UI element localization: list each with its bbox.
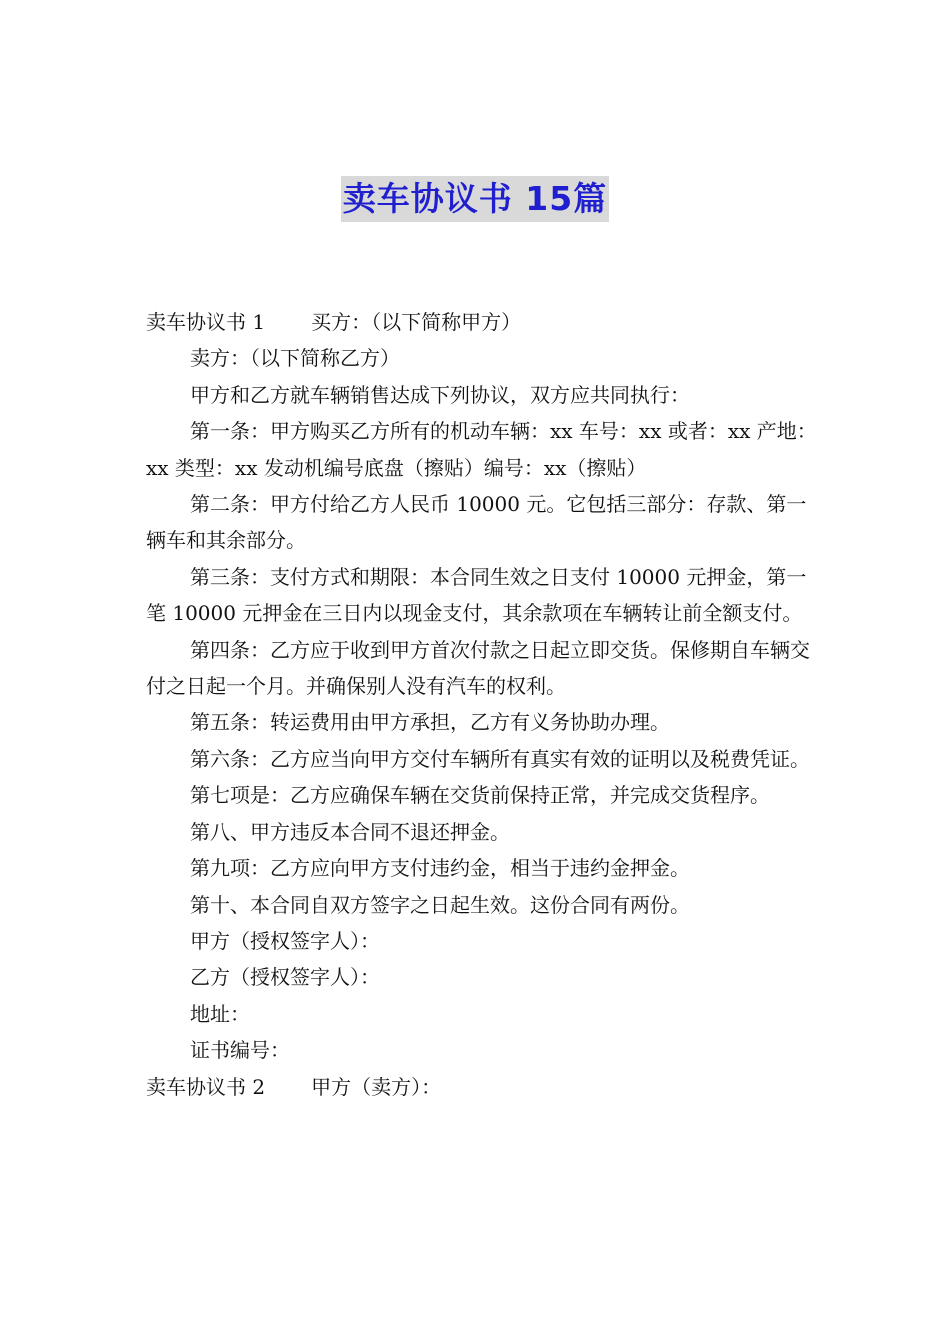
section-2-heading: 卖车协议书 2 [146, 1074, 266, 1099]
section-2-heading-line [146, 1069, 826, 1105]
document-body [146, 304, 826, 1105]
address-line: 地址： [190, 1001, 250, 1026]
section-2-party: 甲方（卖方）： [311, 1074, 442, 1099]
paragraph: 甲方和乙方就车辆销售达成下列协议，双方应共同执行： [190, 382, 690, 407]
certificate-number-line: 证书编号： [190, 1038, 290, 1063]
section-1-heading: 卖车协议书 1 [146, 310, 266, 334]
paragraph: 卖方：（以下简称乙方） [190, 346, 400, 371]
document-title: 卖车协议书 15篇 [341, 176, 609, 222]
paragraph: 第四条：乙方应于收到甲方首次付款之日起立即交货。保修期自车辆交付之日起一个月。并确保别人没有汽车的权利。 [146, 637, 810, 699]
paragraph: 第五条：转运费用由甲方承担，乙方有义务协助办理。 [190, 710, 670, 735]
paragraph: 第十、本合同自双方签字之日起生效。这份合同有两份。 [190, 892, 690, 917]
section-1-heading-line [146, 304, 826, 340]
title-container [0, 176, 950, 222]
paragraph: 第三条：支付方式和期限：本合同生效之日支付 10000 元押金，第一笔 10000 元押金在三日内以现金支付，其余款项在车辆转让前全额支付。 [146, 564, 807, 626]
signature-line-party-a: 甲方（授权签字人）： [190, 928, 380, 953]
paragraph: 第二条：甲方付给乙方人民币 10000 元。它包括三部分：存款、第一辆车和其余部分。 [146, 492, 807, 553]
signature-line-party-b: 乙方（授权签字人）： [190, 965, 380, 990]
paragraph: 第六条：乙方应当向甲方交付车辆所有真实有效的证明以及税费凭证。 [190, 746, 810, 771]
paragraph: 第九项：乙方应向甲方支付违约金，相当于违约金押金。 [190, 856, 690, 881]
paragraph: 第一条：甲方购买乙方所有的机动车辆：xx 车号：xx 或者：xx 产地：xx 类型：xx 发动机编号底盘（擦贴）编号：xx（擦贴） [146, 419, 817, 480]
paragraph: 第七项是：乙方应确保车辆在交货前保持正常，并完成交货程序。 [190, 783, 770, 808]
paragraph: 第八、甲方违反本合同不退还押金。 [190, 819, 510, 844]
section-1-buyer: 买方：（以下简称甲方） [311, 310, 522, 334]
